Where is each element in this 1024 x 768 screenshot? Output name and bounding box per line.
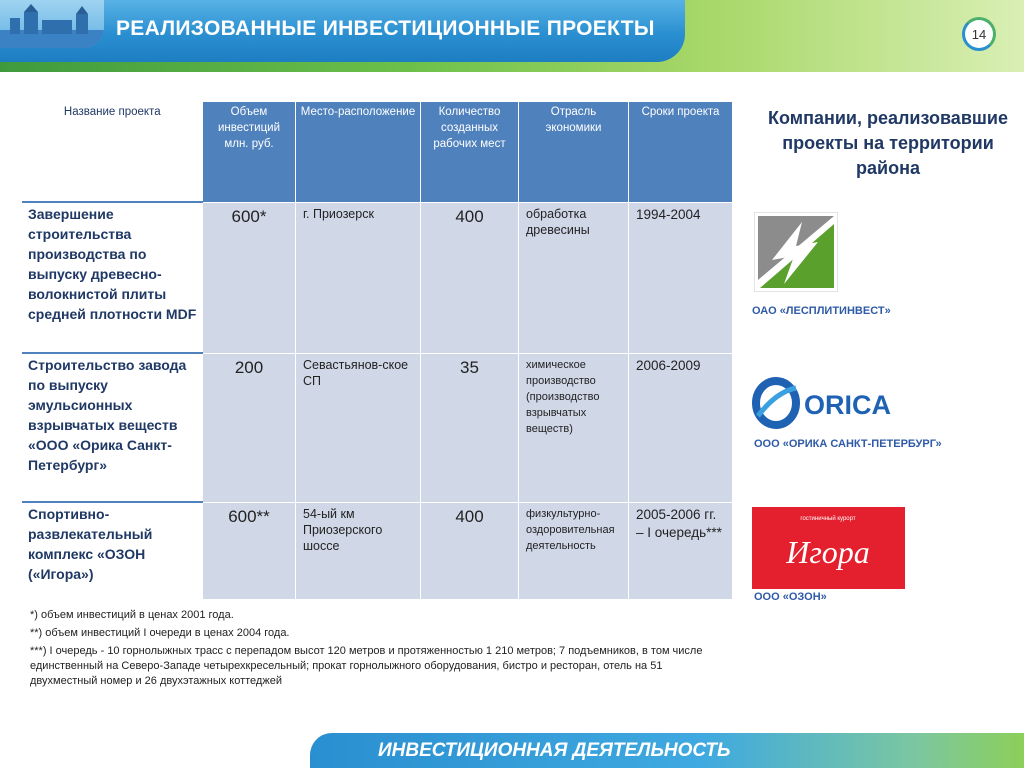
project-jobs: 35 [421, 353, 519, 502]
table-header-row [23, 102, 733, 203]
projects-table [22, 101, 733, 600]
project-period: 2006-2009 [629, 353, 733, 502]
project-investment: 600* [203, 202, 296, 353]
project-industry: обработка древесины [519, 202, 629, 353]
project-period: 1994-2004 [629, 202, 733, 353]
igora-logo-icon [752, 507, 905, 589]
column-header-name: Название проекта [23, 102, 203, 203]
column-header-location: Место-расположение [296, 102, 421, 203]
svg-text:ORICA: ORICA [804, 390, 891, 420]
project-jobs: 400 [421, 202, 519, 353]
table-row [23, 353, 733, 502]
lesplitinvest-logo-icon [754, 212, 838, 292]
footnote: *) объем инвестиций в ценах 2001 года. [30, 609, 234, 621]
project-jobs: 400 [421, 502, 519, 599]
table-row [23, 202, 733, 353]
column-header-period: Сроки проекта [629, 102, 733, 203]
page-title: РЕАЛИЗОВАННЫЕ ИНВЕСТИЦИОННЫЕ ПРОЕКТЫ [116, 17, 655, 40]
company-caption: ООО «ОРИКА САНКТ-ПЕТЕРБУРГ» [754, 438, 942, 450]
column-header-jobs: Количество созданных рабочих мест [421, 102, 519, 203]
footnotes [30, 608, 730, 692]
project-name: Завершение строительства производства по выпуску древесно-волокнистой плиты средней плотности MDF [23, 202, 203, 353]
project-name: Спортивно-развлекательный комплекс «ОЗОН («Игора») [23, 502, 203, 599]
column-header-investment: Объем инвестиций млн. руб. [203, 102, 296, 203]
orica-logo-icon [752, 376, 912, 430]
project-industry: физкультурно-оздоровительная деятельность [519, 502, 629, 599]
project-location: г. Приозерск [296, 202, 421, 353]
company-caption: ОАО «ЛЕСПЛИТИНВЕСТ» [752, 305, 891, 317]
fortress-emblem-icon [0, 0, 104, 48]
footnote: **) объем инвестиций I очереди в ценах 2004 года. [30, 627, 290, 639]
footnote: ***) I очередь - 10 горнолыжных трасс с перепадом высот 120 метров и протяженностью 1 210 метров; 7 подъемников, в том числе единственный на Северо-Западе четырехкресельный; прокат горнолыжного оборудования, бистро и ресторан, отель на 51 двухместный номер и 26 двухэтажных коттеджей [30, 645, 703, 687]
project-investment: 200 [203, 353, 296, 502]
svg-text:гостиничный курорт: гостиничный курорт [800, 516, 856, 522]
column-header-industry: Отрасль экономики [519, 102, 629, 203]
companies-heading: Компании, реализовавшие проекты на территории района [768, 108, 1008, 178]
svg-text:Игора: Игора [786, 534, 870, 570]
project-location: Севастьянов-ское СП [296, 353, 421, 502]
project-period: 2005-2006 гг. – I очередь*** [629, 502, 733, 599]
page-number-badge: 14 [962, 17, 996, 51]
table-row [23, 502, 733, 599]
project-location: 54-ый км Приозерского шоссе [296, 502, 421, 599]
project-investment: 600** [203, 502, 296, 599]
project-industry: химическое производство (производство взрывчатых веществ) [519, 353, 629, 502]
company-caption: ООО «ОЗОН» [754, 591, 827, 603]
footer-title: ИНВЕСТИЦИОННАЯ ДЕЯТЕЛЬНОСТЬ [378, 740, 731, 761]
project-name: Строительство завода по выпуску эмульсионных взрывчатых веществ «ООО «Орика Санкт-Петербург» [23, 353, 203, 502]
